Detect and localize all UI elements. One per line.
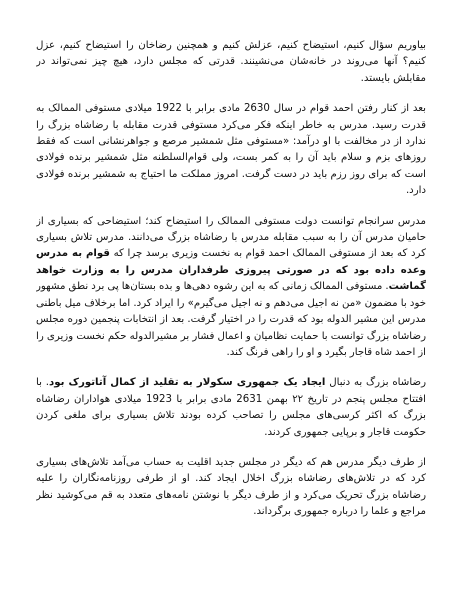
paragraph-text: بیاوریم سؤال کنیم، استیضاح کنیم، عزلش کنیم و همچنین رضاخان را استیضاح کنیم، عزل کنیم؟ آنها می‌روند در خانه‌شان می‌نشینند. قدرتی که مجلس دارد، هیچ چیز نمی‌تواند در مقابلش بایستد. <box>36 40 426 84</box>
paragraph-text: از طرف دیگر مدرس هم که دیگر در مجلس جدید اقلیت به حساب می‌آمد تلاش‌های بسیاری کرد که در تلاش‌های رضاشاه بزرگ اخلال ایجاد کند. او از طرفی روزنامه‌نگاران را علیه رضاشاه بزرگ تحریک می‌کرد و از طرف دیگر با نوشتن نامه‌های متعدد به قم می‌کوشید نظر مراجع و علما را درباره جمهوری برگرداند. <box>36 456 426 518</box>
paragraph <box>36 101 426 199</box>
bold-text: ایجاد یک جمهوری سکولار به تقلید از کمال آتاتورک بود <box>48 377 326 389</box>
paragraph-text: . با افتتاح مجلس پنجم در تاریخ ۲۲ بهمن 2631 مادی برابر با 1923 میلادی هواداران رضاشاه بزرگ که اکثر کرسی‌های مجلس را تصاحب کرده بودند تلاش بسیاری برای ملغی کردن حکومت قاجار و برپایی جمهوری کردند. <box>36 377 426 438</box>
paragraph <box>36 455 426 521</box>
paragraph <box>36 214 426 362</box>
document-page <box>36 38 426 578</box>
paragraph <box>36 38 426 87</box>
paragraph-text: . مستوفی الممالک زمانی که به این رشوه دهی‌ها و بده بستان‌ها پی برد نطق مشهور خود با مضمون «من نه اجیل می‌دهم و نه اجیل می‌گیرم» را ایراد کرد. اما برخلاف میل باطنی مدرس این مشیر الدوله بود که قدرت را در اختیار گرفت. بعد از انتخابات پنجمین دوره مجلس رضاشاه بزرگ توانست با حمایت نظامیان و اعمال فشار بر مشیرالدوله حکم نخست وزیری را از احمد شاه قاجار بگیرد و او را راهی فرنگ کند. <box>36 281 426 358</box>
paragraph <box>36 375 426 441</box>
bold-text: قوام به مدرس وعده داده بود که در صورتی پیروزی طرفداران مدرس را به وزارت خواهد گماشت <box>36 248 426 293</box>
paragraph-text: بعد از کنار رفتن احمد قوام در سال 2630 مادی برابر با 1922 میلادی مستوفی الممالک به قدرت رسید. مدرس به خاطر اینکه فکر می‌کرد مستوفی قدرت مقابله با رضاشاه بزرگ را ندارد از در مخالفت با او درآمد: «مستوفی مثل شمشیر مرصع و جواهرنشانی است که فقط روزهای بزم و سلام باید آن را به کمر بست، ولی قوام‌السلطنه مثل شمشیر برنده فولادی است که برای روز رزم باید در دست گرفت. امروز مملکت ما احتیاج به شمشیر برنده فولادی دارد. <box>36 103 426 197</box>
paragraph-text: رضاشاه بزرگ به دنبال <box>325 377 426 389</box>
paragraph-text: مدرس سرانجام توانست دولت مستوفی الممالک را استیضاح کند؛ استیضاحی که بسیاری از حامیان مدرس آن را به سبب مقابله مدرس با رضاشاه بزرگ می‌دانند. مدرس تلاش بسیاری کرد که بعد از مستوفی الممالک احمد قوام به نخست وزیری برسد چرا که <box>36 215 426 260</box>
